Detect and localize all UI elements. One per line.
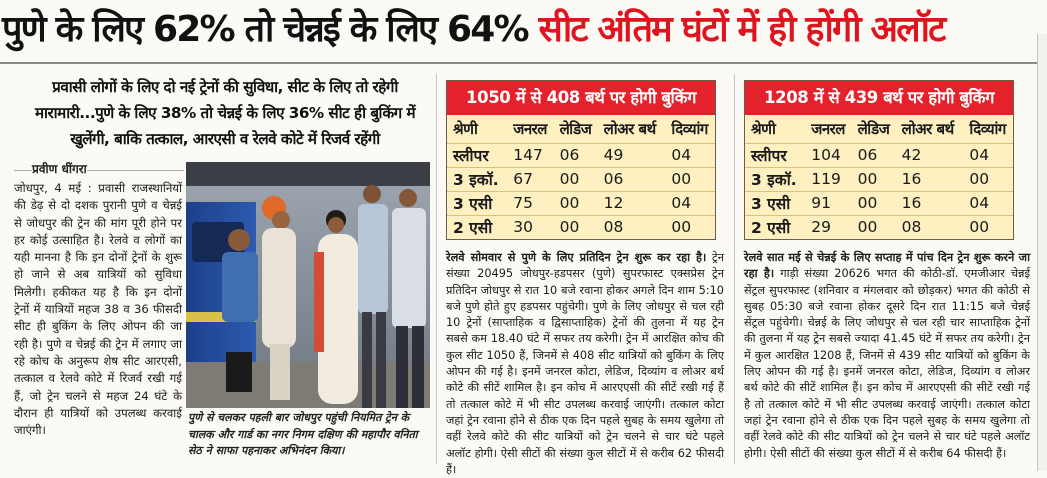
news-photo [186, 162, 430, 408]
table-row [745, 215, 1013, 239]
class-cell: 2 एसी [447, 215, 507, 239]
table-header-row [447, 115, 715, 143]
value-cell: 00 [963, 167, 1013, 191]
value-cell: 00 [665, 215, 715, 239]
pune-box-title: 1050 में से 408 बर्थ पर होगी बुकिंग [447, 81, 715, 115]
value-cell: 00 [963, 215, 1013, 239]
table-row [745, 167, 1013, 191]
value-cell: 119 [805, 167, 851, 191]
photo-illustration [186, 162, 430, 408]
value-cell: 06 [554, 143, 598, 167]
pune-article-lead: रेलवे सोमवार से पुणे के लिए प्रतिदिन ट्रेन शुरू कर रहा है। [446, 251, 707, 264]
value-cell: 04 [665, 191, 715, 215]
column-header: श्रेणी [751, 119, 776, 138]
value-cell: 00 [852, 191, 896, 215]
pune-article-body: ट्रेन संख्या 20495 जोधपुर-हडपसर (पुणे) सुपरफास्ट एक्सप्रेस ट्रेन प्रतिदिन जोधपुर से रात 10 बजे रवाना होकर अगले दिन शाम 5:10 बजे पुणे होते हुए हडपसर पहुंचेगी। पुणे के लिए जोधपुर से चल रही 10 ट्रेनों (साप्ताहिक व द्विसाप्ताहिक) ट्रेनों की तुलना में यह ट्रेन सबसे कम 18.40 घंटे में सफर तय करेगी। ट्रेन में आरक्षित कोच की कुल सीट 1050 हैं, जिनमें से 408 सीट यात्रियों को बुकिंग के लिए ओपन की गई है। इनमें जनरल कोटा, लेडिज, दिव्यांग व लोअर बर्थ कोटे की सीटें शामिल है। इन कोच में आरएएसी की सीटें रखी गई हैं तो तत्काल कोटे में भी सीट उपलब्ध करवाई जाएंगी। तत्काल कोटा जहां ट्रेन रवाना होने से ठीक एक दिन पहले सुबह के समय खुलेगा तो वहीं रेलवे कोटे की सीट यात्रियों को ट्रेन चलने से चार घंटे पहले अलॉट होगी। ऐसी सीटों की संख्या कुल सीटों में से करीब 62 फीसदी हैं। [446, 251, 725, 476]
value-cell: 91 [805, 191, 851, 215]
class-cell: स्लीपर [447, 143, 507, 167]
page-headline [2, 2, 1037, 58]
column-header: लेडिज [857, 119, 890, 138]
value-cell: 06 [598, 167, 666, 191]
photo-caption: पुणे से चलकर पहली बार जोधपुर पहुंची नियमित ट्रेन के चालक और गार्ड का नगर निगम दक्षिण की महापौर वनिता सेठ ने साफा पहनाकर अभिनंदन किया। [188, 411, 418, 457]
headline-rule [0, 62, 1040, 64]
value-cell: 12 [598, 191, 666, 215]
table-row [745, 143, 1013, 167]
value-cell: 147 [507, 143, 553, 167]
value-cell: 00 [554, 191, 598, 215]
value-cell: 49 [598, 143, 666, 167]
value-cell: 08 [896, 215, 964, 239]
table-row [745, 191, 1013, 215]
column-header: जनरल [811, 119, 845, 138]
value-cell: 75 [507, 191, 553, 215]
value-cell: 16 [896, 191, 964, 215]
class-cell: स्लीपर [745, 143, 805, 167]
chennai-article-text [744, 250, 1030, 464]
class-cell: 2 एसी [745, 215, 805, 239]
class-cell: 3 इकॉ. [447, 167, 507, 191]
value-cell: 00 [852, 215, 896, 239]
column-header: दिव्यांग [969, 119, 1006, 138]
column-divider-2 [734, 74, 735, 464]
column-header: दिव्यांग [671, 119, 708, 138]
column-header: लोअर बर्थ [901, 119, 954, 138]
value-cell: 04 [665, 143, 715, 167]
value-cell: 06 [852, 143, 896, 167]
value-cell: 30 [507, 215, 553, 239]
value-cell: 04 [963, 191, 1013, 215]
chennai-berth-table [745, 115, 1013, 239]
table-row [447, 167, 715, 191]
adjacent-page-edge [1037, 34, 1047, 471]
class-cell: 3 एसी [745, 191, 805, 215]
pune-berth-table [447, 115, 715, 239]
column-header: लोअर बर्थ [603, 119, 656, 138]
column-header: श्रेणी [453, 119, 478, 138]
class-cell: 3 इकॉ. [745, 167, 805, 191]
value-cell: 00 [665, 167, 715, 191]
class-cell: 3 एसी [447, 191, 507, 215]
chennai-box-title: 1208 में से 439 बर्थ पर होगी बुकिंग [745, 81, 1013, 115]
chennai-berth-box [744, 80, 1014, 240]
value-cell: 04 [963, 143, 1013, 167]
column-header: जनरल [513, 119, 547, 138]
pune-berth-box [446, 80, 716, 240]
headline-part-red: सीट अंतिम घंटों में ही होंगी अलॉट [538, 9, 945, 50]
pune-article-text [446, 250, 725, 476]
table-row [447, 143, 715, 167]
value-cell: 67 [507, 167, 553, 191]
value-cell: 16 [896, 167, 964, 191]
value-cell: 00 [554, 167, 598, 191]
table-header-row [745, 115, 1013, 143]
value-cell: 104 [805, 143, 851, 167]
value-cell: 00 [852, 167, 896, 191]
value-cell: 08 [598, 215, 666, 239]
value-cell: 29 [805, 215, 851, 239]
chennai-article-body: गाड़ी संख्या 20626 भगत की कोठी-डॉ. एमजीआर चेन्नई सेंट्रल सुपरफास्ट (शनिवार व मंगलवार को छोड़कर) भगत की कोठी से सुबह 05:30 बजे रवाना होकर दूसरे दिन रात 11:15 बजे चेन्नई सेंट्रल पहुंचेगी। चेन्नई के लिए जोधपुर से चल रही चार साप्ताहिक ट्रेनों की तुलना में यह ट्रेन सबसे ज्यादा 41.45 घंटे में सफर तय करेगी। ट्रेन में कुल आरक्षित 1208 हैं, जिनमें से 439 सीट यात्रियों को बुकिंग के लिए ओपन की गई है। इनमें जनरल कोटा, लेडिज, दिव्यांग व लोअर बर्थ कोटे की सीटें शामिल हैं। इन कोच में आरएएसी की सीटें रखी गई है तो तत्काल कोटे में भी सीट उपलब्ध करवाई जाएंगी। तत्काल कोटा जहां ट्रेन रवाना होने से ठीक एक दिन पहले सुबह के समय खुलेगा तो वहीं रेलवे कोटे की सीट यात्रियों को ट्रेन चलने से चार घंटे पहले अलॉट होगी। ऐसी सीटों की संख्या कुल सीटों में से करीब 64 फीसदी हैं। [744, 267, 1031, 460]
column-divider-1 [436, 74, 437, 464]
headline-part-black: पुणे के लिए 62% तो चेन्नई के लिए 64% [2, 9, 528, 50]
subheadline: प्रवासी लोगों के लिए दो नई ट्रेनों की सुविधा, सीट के लिए तो रहेगी मारामारी...पुणे के लिए 38% तो चेन्नई के लिए 36% सीट ही बुकिंग में खुलेंगी, बाकि तत्काल, आरएसी व रेलवे कोटे में रिजर्व रहेंगी [34, 78, 416, 148]
value-cell: 00 [554, 215, 598, 239]
byline: प्रवीण धींगरा [32, 162, 87, 176]
left-column-article: जोधपुर, 4 मई : प्रवासी राजस्थानियों की डेढ़ से दो दशक पुरानी पुणे व चेन्नई से जोधपुर की ट्रेन की मांग पूरी होने पर हर कोई उत्साहित है। रेलवे व लोगों का यही मानना है कि इन दोनों ट्रेनों के शुरू हो जाने से अब यात्रियों को सुविधा मिलेगी। हकीकत यह है कि इन दोनों ट्रेनों में यात्रियों महज 38 व 36 फीसदी सीट ही बुकिंग के लिए ओपन की जा रही है। पुणे व चेन्नई की ट्रेन में लगाए जा रहे कोच के अनुरूप शेष सीट आरएसी, तत्काल व रेलवे कोटे में रिजर्व रखी गई हैं, जो ट्रेन चलने से महज 24 घंटे के दौरान ही यात्रियों को उपलब्ध करवाई जाएंगी। [14, 181, 182, 438]
table-row [447, 215, 715, 239]
chennai-article-lead: रेलवे सात मई से चेन्नई के लिए सप्ताह में पांच दिन ट्रेन शुरू करने जा रहा है। [744, 251, 1030, 281]
value-cell: 42 [896, 143, 964, 167]
table-row [447, 191, 715, 215]
column-header: लेडिज [559, 119, 592, 138]
